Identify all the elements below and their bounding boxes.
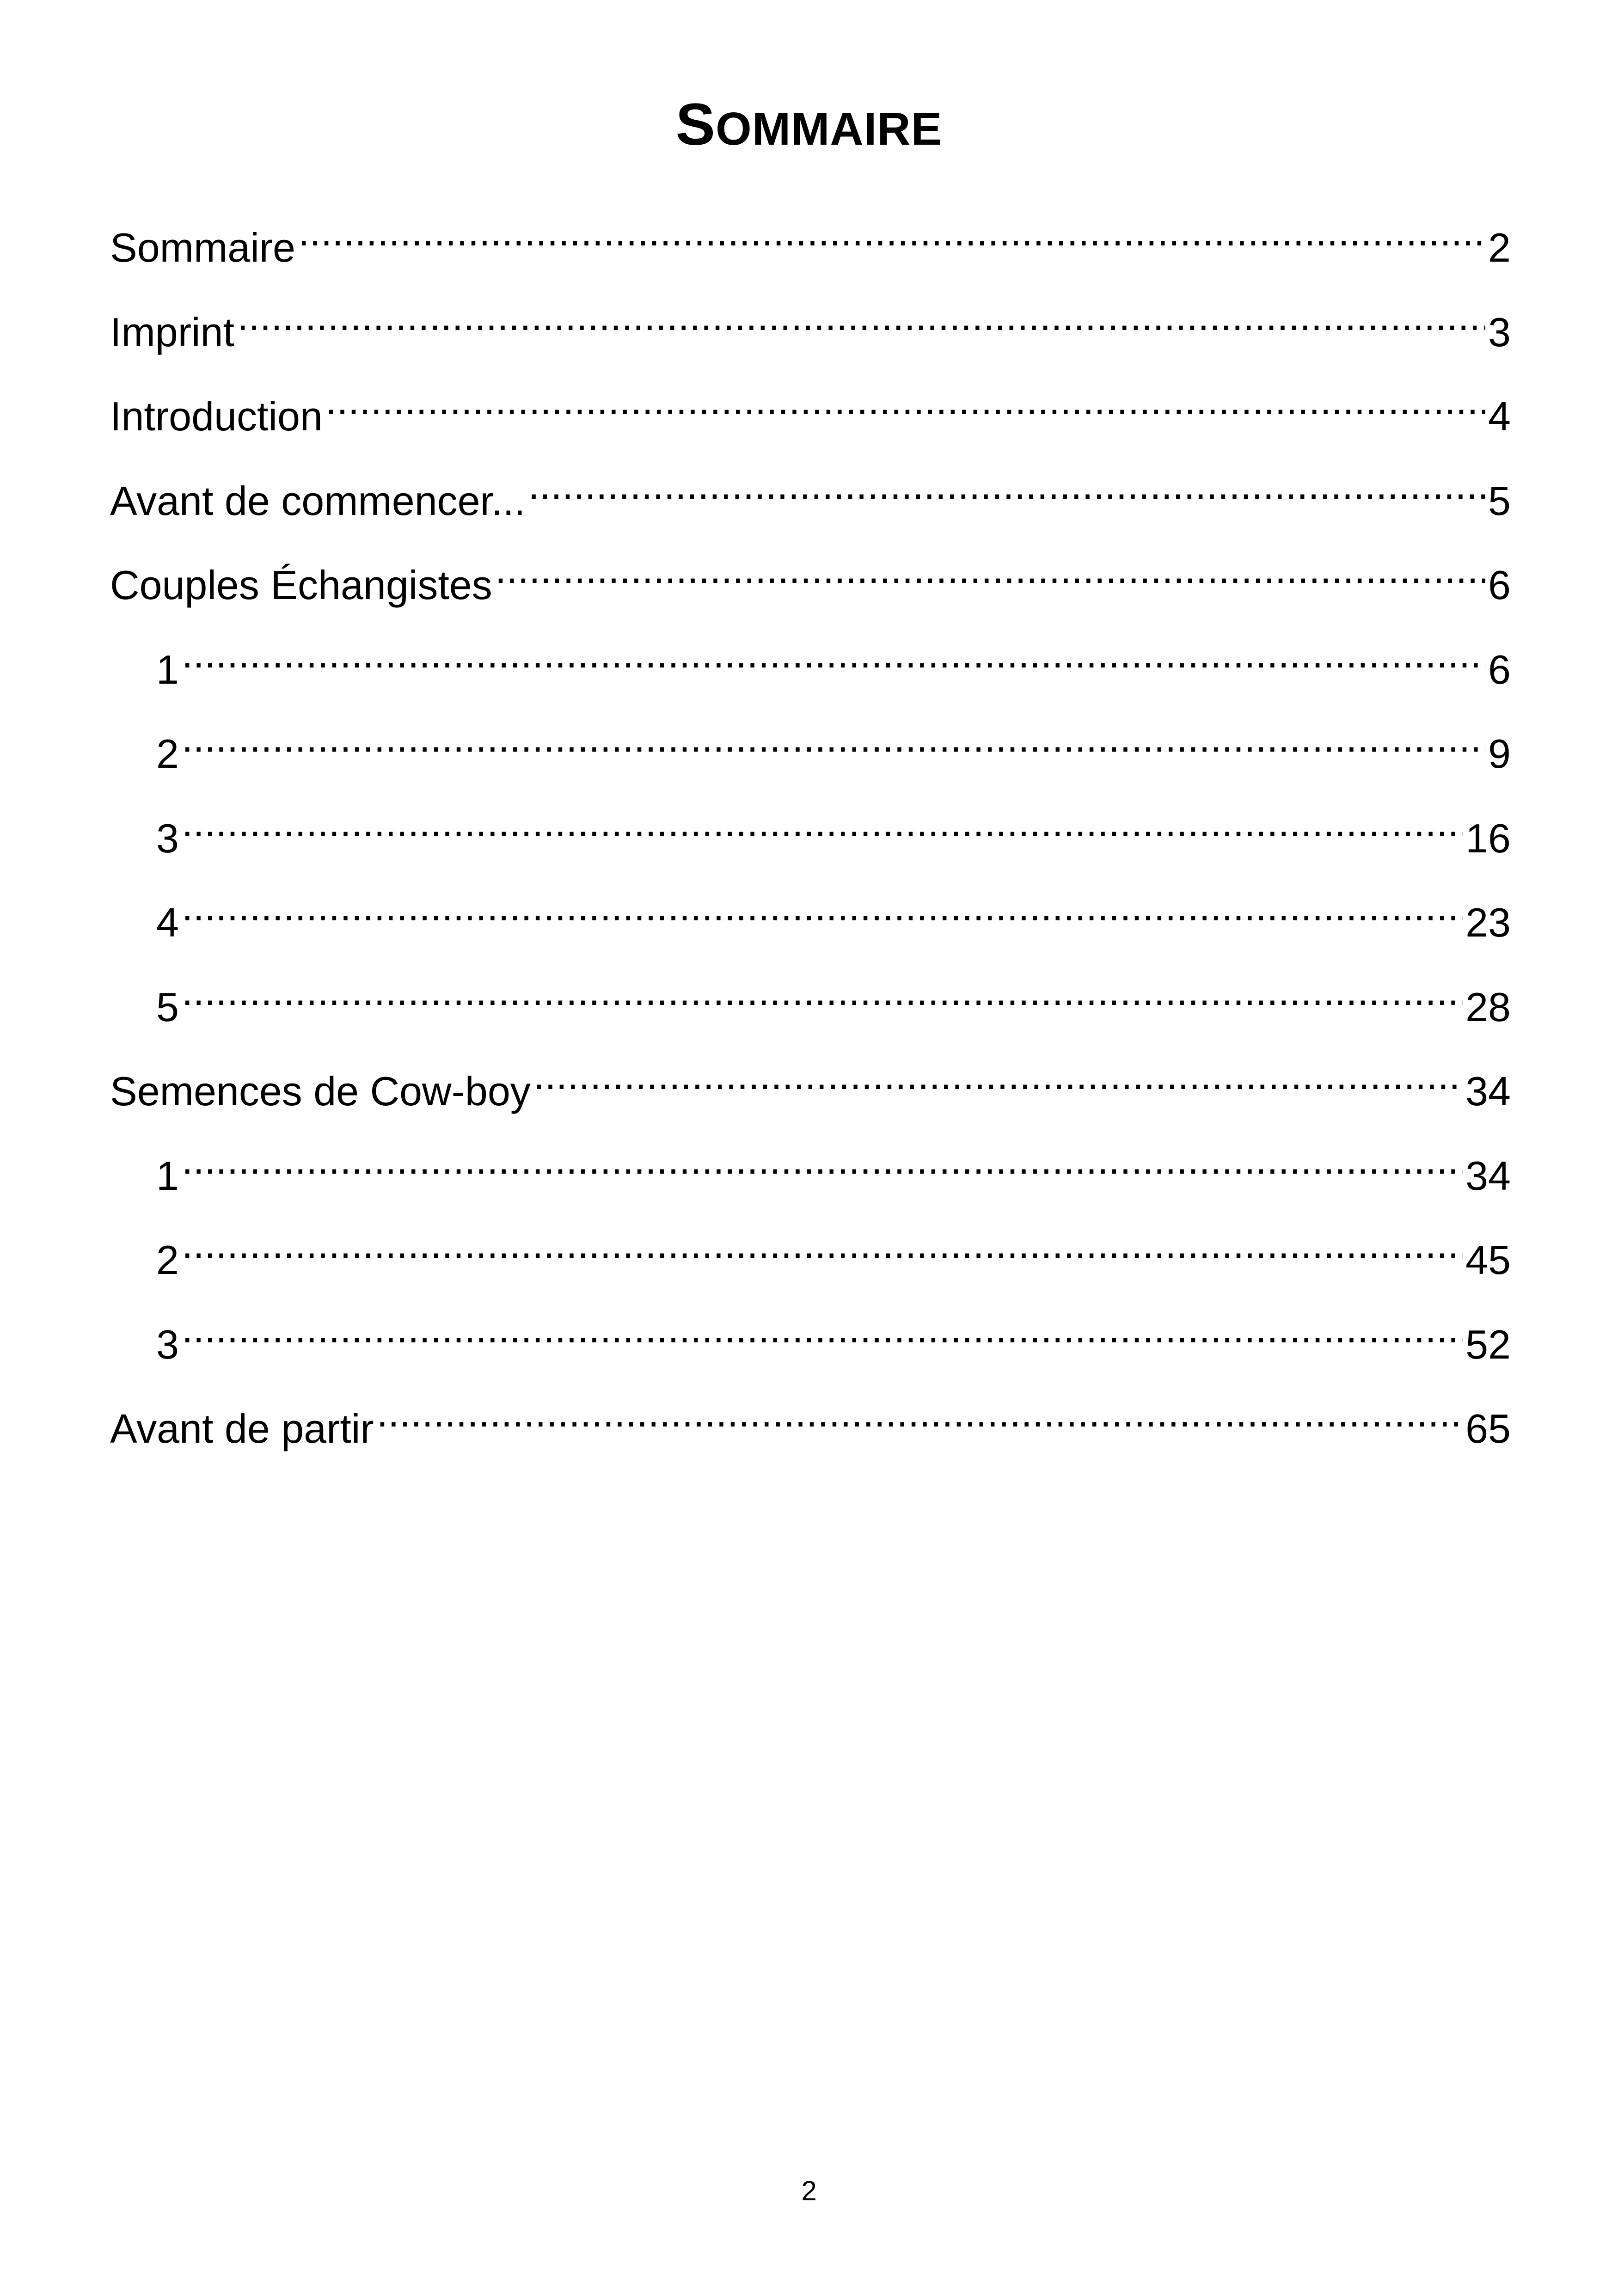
toc-subentry-label: 2 (156, 731, 179, 777)
toc-entry-label: Couples Échangistes (110, 562, 492, 608)
toc-dot-leader (182, 961, 1463, 1021)
toc-subentry-label: 2 (156, 1237, 179, 1283)
toc-entry[interactable] (110, 1383, 1511, 1467)
toc-subentry-page: 23 (1465, 900, 1511, 945)
toc-entry[interactable] (110, 455, 1511, 539)
toc-entry[interactable] (110, 1045, 1511, 1130)
toc-entry[interactable] (110, 370, 1511, 455)
toc-subentry-label: 1 (156, 1152, 179, 1199)
toc-dot-leader (182, 1214, 1463, 1274)
toc-dot-leader (182, 1298, 1463, 1359)
toc-subentry-page: 9 (1488, 731, 1511, 777)
toc-dot-leader (182, 876, 1463, 937)
toc-subentry-page: 28 (1465, 984, 1511, 1030)
toc-subentry-page: 34 (1465, 1152, 1511, 1199)
page-title-rest: OMMAIRE (716, 103, 943, 155)
table-of-contents (110, 202, 1511, 1467)
toc-dot-leader (533, 1045, 1463, 1105)
toc-entry[interactable] (110, 286, 1511, 371)
toc-entry[interactable] (110, 539, 1511, 624)
toc-entry-label: Introduction (110, 393, 323, 439)
toc-subentry[interactable] (110, 961, 1511, 1046)
toc-subentry-page: 16 (1465, 815, 1511, 861)
toc-entry-label: Semences de Cow-boy (110, 1068, 531, 1114)
toc-subentry[interactable] (110, 1298, 1511, 1383)
toc-subentry-label: 5 (156, 984, 179, 1030)
toc-entry-page: 3 (1488, 309, 1511, 355)
toc-subentry[interactable] (110, 876, 1511, 961)
toc-entry-label: Imprint (110, 309, 234, 355)
toc-dot-leader (182, 624, 1485, 684)
toc-dot-leader (182, 708, 1485, 768)
toc-subentry-label: 3 (156, 1321, 179, 1367)
toc-dot-leader (528, 455, 1485, 515)
toc-entry-label: Sommaire (110, 225, 295, 270)
toc-entry-page: 4 (1488, 393, 1511, 439)
toc-subentry-page: 52 (1465, 1321, 1511, 1367)
toc-subentry-page: 6 (1488, 646, 1511, 692)
page-title-initial: S (675, 92, 716, 158)
toc-entry-label: Avant de commencer... (110, 478, 526, 524)
toc-subentry[interactable] (110, 1130, 1511, 1214)
toc-dot-leader (182, 792, 1463, 852)
toc-subentry-page: 45 (1465, 1237, 1511, 1283)
page-title (0, 88, 1618, 166)
toc-entry-page: 65 (1465, 1406, 1511, 1451)
toc-entry[interactable] (110, 202, 1511, 286)
toc-entry-page: 6 (1488, 562, 1511, 608)
toc-dot-leader (237, 286, 1485, 346)
toc-subentry-label: 4 (156, 900, 179, 945)
toc-subentry[interactable] (110, 1214, 1511, 1298)
toc-dot-leader (298, 202, 1485, 262)
toc-entry-page: 34 (1465, 1068, 1511, 1114)
toc-entry-page: 2 (1488, 225, 1511, 270)
page-number: 2 (801, 2175, 817, 2206)
toc-entry-page: 5 (1488, 478, 1511, 524)
toc-subentry[interactable] (110, 792, 1511, 877)
toc-dot-leader (377, 1383, 1463, 1443)
toc-subentry[interactable] (110, 708, 1511, 792)
toc-dot-leader (325, 370, 1485, 430)
toc-subentry-label: 3 (156, 815, 179, 861)
toc-subentry-label: 1 (156, 646, 179, 692)
toc-subentry[interactable] (110, 624, 1511, 708)
toc-dot-leader (182, 1130, 1463, 1190)
toc-dot-leader (495, 539, 1485, 599)
toc-entry-label: Avant de partir (110, 1406, 374, 1451)
